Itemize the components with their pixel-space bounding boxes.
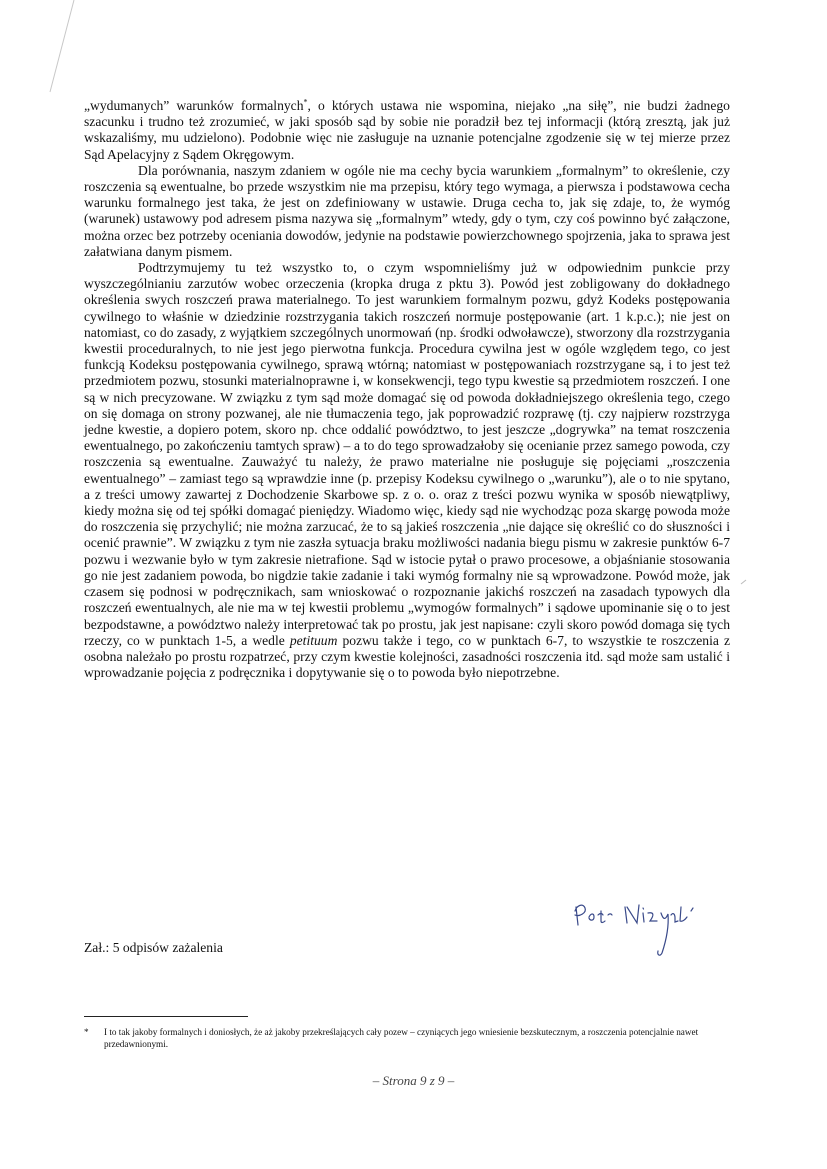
footnote-text: I to tak jakoby formalnych i doniosłych, że aż jakoby przekreślających cały pozew – czyniących jego wniesienie bezskutecznym, a roszczenia potencjalnie nawet przedawnionymi. [104, 1027, 699, 1049]
scan-speck [740, 578, 748, 586]
letter-body [84, 98, 730, 681]
footnote-symbol: * [84, 1027, 89, 1037]
term-petituum: petituum [289, 632, 338, 648]
paragraph-continuation: „wydumanych” warunków formalnych*, o których ustawa nie wspomina, niejako „na siłę”, nie budzi żadnego szacunku i trudno też zrozumieć, w jaki sposób sąd by sobie nie poradził bez tej informacji (którą zresztą, jak już wskazaliśmy, mu udzielono). Podobnie więc nie zasługuje na uznanie potencjalne zgodzenie się w tej mierze przez Sąd Apelacyjny z Sądem Okręgowym. [84, 97, 730, 162]
footnote-reference: * [303, 97, 308, 107]
footnote-separator [84, 1016, 248, 1017]
attachments-line: Zał.: 5 odpisów zażalenia [84, 940, 223, 955]
handwritten-signature [567, 897, 707, 973]
page-number: – Strona 9 z 9 – [372, 1073, 455, 1088]
paragraph-main-argument: Podtrzymujemy tu też wszystko to, o czym wspomnieliśmy już w odpowiednim punkcie przy wyszczególnianiu zarzutów wobec orzeczenia (kropka druga z pktu 3). Powód jest zobligowany do dokładnego określenia swych roszczeń prawa materialnego. To jest warunkiem formalnym pozwu, gdyż Kodeks postępowania cywilnego to właśnie w dziedzinie rozstrzygania takich roszczeń normuje postępowanie (art. 1 k.p.c.); nie jest on natomiast, co do zasady, z wyjątkiem szczególnych unormowań (np. środki odwoławcze), stworzony dla rozstrzygania kwestii proceduralnych, to nie jest jego pierwotna funkcja. Procedura cywilna jest w ogóle względem tego, co jest funkcją Kodeksu postępowania cywilnego, sprawą wtórną; natomiast w postępowaniach rozstrzygane są, i to jest też przedmiotem pozwu, stosunki materialnoprawne i, w konsekwencji, tego typu kwestie są przedmiotem roszczeń. I one są w nich precyzowane. W związku z tym sąd może domagać się od powoda dokładniejszego określenia tego, czego on się domaga on strony pozwanej, ale nie tłumaczenia tego, jak poprowadzić rozprawę (tj. czy najpierw rozstrzyga jedne kwestie, a dopiero potem, skoro np. chce oddalić powództwo, to jest jeszcze „dogrywka” na temat roszczenia ewentualnego, po zakończeniu tamtych spraw) – a to do tego sprowadzałoby się ocenianie przez samego powoda, czy roszczenia są ewentualne. Zauważyć tu należy, że prawo materialne nie posługuje się pojęciami „roszczenia ewentualnego” – zamiast tego są wprawdzie inne (p. przepisy Kodeksu cywilnego o „warunku”), ale o to nie spytano, a z treści umowy zawartej z Dochodzenie Skarbowe sp. z o. o. oraz z treści pozwu wynika w sposób niewątpliwy, kiedy można się od tej spółki domagać pieniędzy. Wiadomo więc, kiedy sąd nie wychodząc poza skargę powoda może do roszczenia się przychylić; nie można zarzucać, że to są jakieś roszczenia „nie dające się określić co do słuszności i ocenić prawnie”. W związku z tym nie zaszła sytuacja braku możliwości nadania biegu pismu w zakresie punktów 6-7 pozwu i wezwanie było w tym zakresie nietrafione. Sąd w istocie pytał o prawo procesowe, a objaśnianie stosowania go nie jest zadaniem powoda, bo nigdzie takie zadanie i taki wymóg formalny nie są wprowadzone. Powód może, jak czasem się podnosi w podręcznikach, sam wnioskować o rozpoznanie jakichś roszczeń na zasadach typowych dla roszczeń ewentualnych, ale nie ma w tej kwestii problemu „wymogów formalnych” i sądowe upominanie się o to jest bezpodstawne, a powództwo należy interpretować tak po prostu, jak jest napisane: czyli skoro powód domaga się tych rzeczy, co w punktach 1-5, a wedle petituum pozwu także i tego, co w punktach 6-7, to wszystkie te roszczenia z osobna należało po prostu rozpatrzeć, przy czym kwestie kolejności, zasadności roszczenia itd. sąd może sam ustalić i wprowadzanie pojęcia z podręcznika i dopytywanie się o to powoda było niepotrzebne. [84, 260, 730, 681]
paragraph-comparison: Dla porównania, naszym zdaniem w ogóle nie ma cechy bycia warunkiem „formalnym” to określenie, czy roszczenia są ewentualne, bo przede wszystkim nie ma przepisu, który tego wymaga, a pierwsza i podstawowa cecha warunku formalnego jest taka, że jest on zdefiniowany w ustawie. Druga cecha to, jak się zdaje, to, że wymóg (warunek) ustawowy pod adresem pisma nazywa się „formalnym” wtedy, gdy o tym, czy coś powinno być załączone, można orzec bez potrzeby oceniania dowodów, jedynie na podstawie powierzchownego spojrzenia, jaka to sprawa jest załatwiana danym pismem. [84, 162, 730, 259]
footnote [84, 1026, 730, 1050]
